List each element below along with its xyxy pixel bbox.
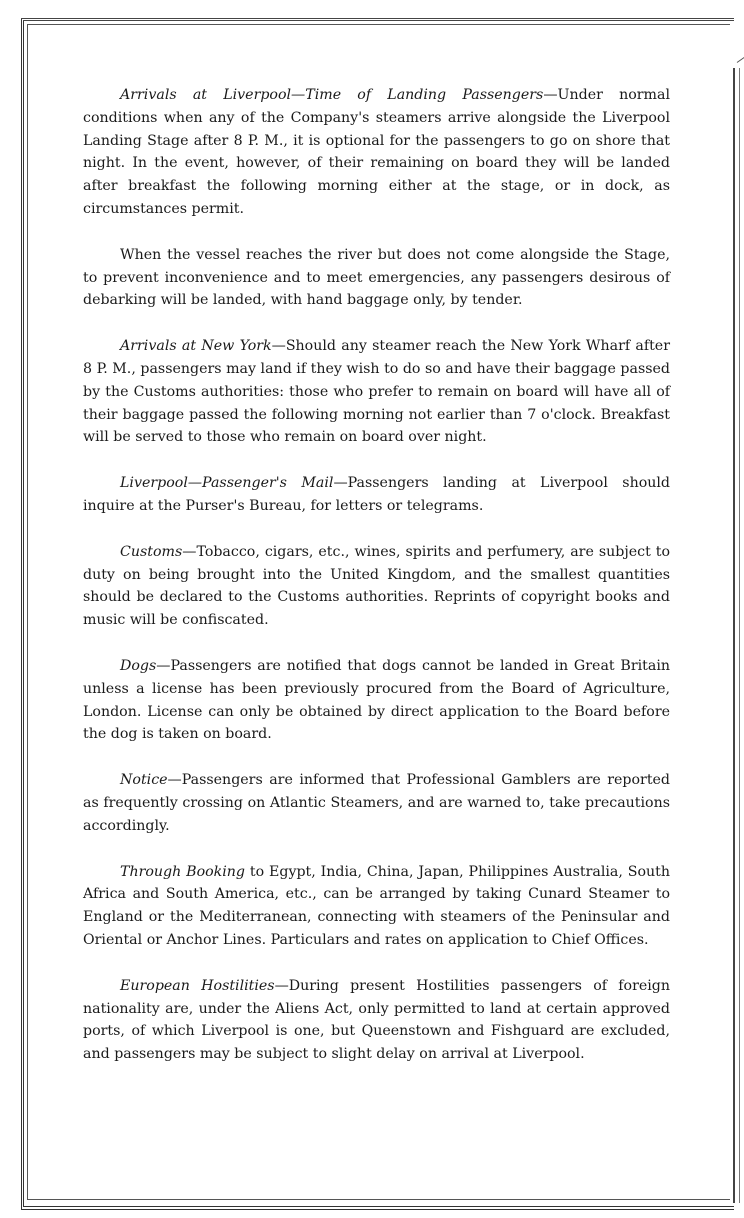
- paragraph-text: —Passengers are notified that dogs cannot be landed in Great Britain unless a license has been previously procured from the Board of Agriculture, London. License can only be obtained by direct application to the Board before the dog is taken on board.: [83, 657, 670, 743]
- paragraph-arrivals-new-york: [83, 335, 670, 449]
- paragraph-river-tender: [83, 244, 670, 312]
- paragraph-through-booking: [83, 861, 670, 952]
- paragraph-heading: Notice: [120, 772, 168, 789]
- document-body: [83, 84, 670, 1066]
- page-border-right: [733, 68, 740, 1203]
- paragraph-text: When the vessel reaches the river but does not come alongside the Stage, to prevent inconvenience and to meet emergencies, any passengers desirous of debarking will be landed, with hand baggage only, by tender.: [83, 246, 670, 309]
- paragraph-text: —Should any steamer reach the New York Wharf after 8 P. M., passengers may land if they wish to do so and have their baggage passed by the Customs authorities: those who prefer to remain on board will have all of their baggage passed the following morning not earlier than 7 o'clock. Breakfast will be served to those who remain on board over night.: [83, 338, 670, 446]
- paragraph-text: —During present Hostilities passengers of foreign nationality are, under the Aliens Act, only permitted to land at certain approved ports, of which Liverpool is one, but Queenstown and Fishguard are excluded, and passengers may be subject to slight delay on arrival at Liverpool.: [83, 977, 670, 1063]
- paragraph-text: —Under normal conditions when any of the Company's steamers arrive alongside the Liverpool Landing Stage after 8 P. M., it is optional for the passengers to go on shore that night. In the event, however, of their remaining on board they will be landed after breakfast the following morning either at the stage, or in dock, as circumstances permit.: [83, 87, 670, 217]
- paragraph-heading: Liverpool—Passenger's Mail: [120, 475, 334, 492]
- paragraph-heading: Customs: [120, 543, 183, 560]
- paragraph-text: —Tobacco, cigars, etc., wines, spirits and perfumery, are subject to duty on being brought into the United Kingdom, and the smallest quantities should be declared to the Customs authorities. Reprints of copyright books and music will be confiscated.: [83, 543, 670, 629]
- paragraph-text: —Passengers landing at Liverpool should inquire at the Purser's Bureau, for letters or telegrams.: [83, 475, 671, 514]
- paragraph-text: to Egypt, India, China, Japan, Philippines Australia, South Africa and South America, etc., can be arranged by taking Cunard Steamer to England or the Mediterranean, connecting with steamers of the Peninsular and Oriental or Anchor Lines. Particulars and rates on application to Chief Offices.: [83, 863, 670, 948]
- paragraph-heading: Through Booking: [120, 863, 246, 880]
- paragraph-notice: [83, 769, 670, 837]
- paragraph-heading: European Hostilities: [120, 977, 275, 994]
- paragraph-customs: [83, 541, 670, 632]
- paragraph-european-hostilities: [83, 975, 670, 1066]
- paragraph-dogs: [83, 655, 670, 746]
- paragraph-text: —Passengers are informed that Professional Gamblers are reported as frequently crossing on Atlantic Steamers, and are warned to, take precautions accordingly.: [83, 772, 670, 834]
- paragraph-passengers-mail: [83, 472, 670, 518]
- paragraph-arrivals-liverpool: [83, 84, 670, 221]
- paragraph-heading: Arrivals at New York: [120, 338, 272, 355]
- paragraph-heading: Dogs: [120, 657, 157, 674]
- paragraph-heading: Arrivals at Liverpool—Time of Landing Passengers: [120, 87, 544, 103]
- border-corner-mark: [737, 55, 744, 63]
